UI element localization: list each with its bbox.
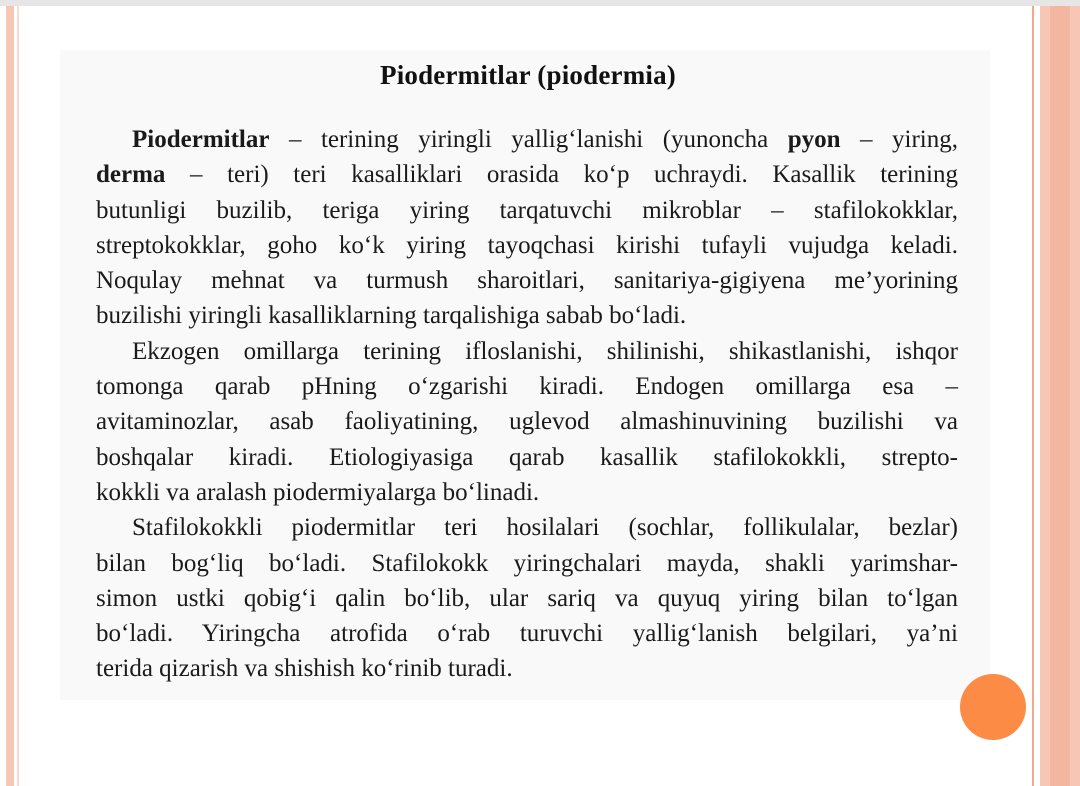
left-decorative-stripe (6, 6, 14, 786)
text-run: avitaminozlar, asab faoliyatining, uglevod almashinuvining buzilishi va (96, 408, 958, 436)
text-line (96, 193, 958, 228)
text-line (96, 334, 958, 369)
text-line (96, 404, 958, 439)
text-run: bo‘ladi. Yiringcha atrofida o‘rab turuvchi yallig‘lanish belgilari, ya’ni (96, 620, 958, 648)
text-line (96, 651, 958, 686)
text-line (96, 616, 958, 651)
text-run: Noqulay mehnat va turmush sharoitlari, sanitariya-gigiyena me’yorining (96, 267, 958, 295)
text-run: buzilishi yiringli kasalliklarning tarqalishiga sabab bo‘ladi. (96, 302, 687, 330)
text-run: – yiring, (840, 126, 959, 153)
text-line (96, 298, 958, 333)
text-run: streptokokklar, goho ko‘k yiring tayoqchasi kirishi tufayli vujudga keladi. (96, 231, 958, 259)
text-run: Stafilokokkli piodermitlar teri hosilalari (sochlar, follikulalar, bezlar) (132, 514, 958, 542)
document-body (96, 122, 958, 687)
text-line (96, 475, 958, 510)
text-line (96, 440, 958, 475)
top-border (0, 0, 1080, 6)
bold-term: derma (96, 161, 166, 189)
text-run: kokkli va aralash piodermiyalarga bo‘linadi. (96, 478, 540, 506)
right-decorative-stripe-center (1050, 6, 1070, 786)
bold-term: Piodermitlar (132, 126, 270, 153)
text-line (96, 228, 958, 263)
text-line (96, 157, 958, 192)
slide-navigation-dot[interactable] (960, 674, 1026, 740)
text-run: terida qizarish va shishish ko‘rinib turadi. (96, 655, 513, 683)
bold-term: pyon (787, 126, 841, 153)
text-line (96, 546, 958, 581)
text-line (96, 122, 958, 157)
page-title: Piodermitlar (piodermia) (380, 60, 676, 90)
text-line (96, 263, 958, 298)
text-run: – terining yiringli yallig‘lanishi (yunoncha (269, 126, 788, 153)
text-run: butunligi buzilib, teriga yiring tarqatuvchi mikroblar – stafilokokklar, (96, 196, 958, 224)
text-run: simon ustki qobig‘i qalin bo‘lib, ular sariq va quyuq yiring bilan to‘lgan (96, 584, 958, 612)
text-run: Ekzogen omillarga terining ifloslanishi, shilinishi, shikastlanishi, ishqor (132, 337, 958, 365)
text-run: bilan bog‘liq bo‘ladi. Stafilokokk yiringchalari mayda, shakli yarimshar- (96, 549, 958, 577)
text-run: boshqalar kiradi. Etiologiyasiga qarab kasallik stafilokokkli, strepto- (96, 443, 958, 471)
text-run: tomonga qarab pHning o‘zgarishi kiradi. Endogen omillarga esa – (96, 373, 958, 401)
text-line (96, 581, 958, 616)
text-line (96, 510, 958, 545)
text-line (96, 369, 958, 404)
left-decorative-line (17, 6, 19, 786)
right-decorative-line (1032, 6, 1034, 786)
text-run: – teri) teri kasalliklari orasida ko‘p uchraydi. Kasallik terining (165, 161, 958, 189)
